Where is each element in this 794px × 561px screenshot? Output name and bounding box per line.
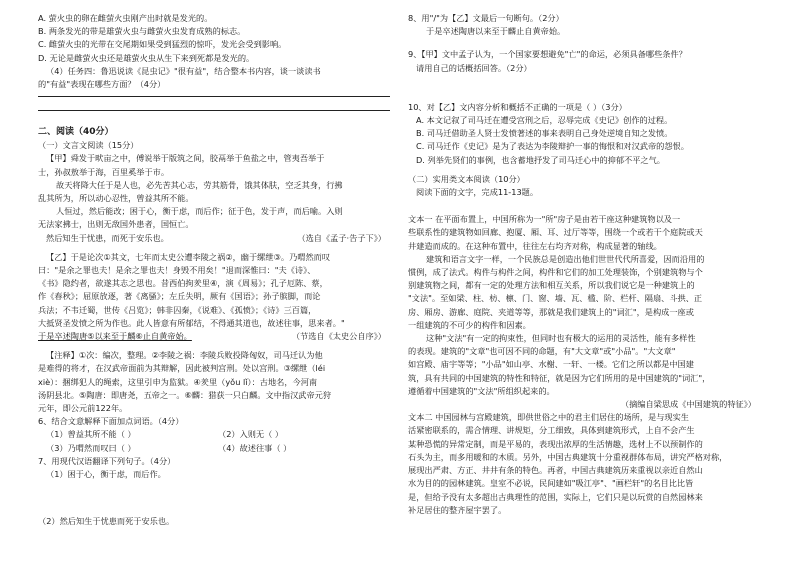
- text1-line: 如宫殿、庙宇等等；"小品"如山亭、水榭、一轩、一楼。它们之所以都是中国建: [408, 359, 694, 370]
- question-9: 9、【甲】文中孟子认为，一个国家要想避免"亡"的命运，必须具备哪些条件？: [408, 49, 687, 60]
- yi-line: 兵法；不韦迁蜀，世传《吕览》；韩非囚秦，《说难》、《孤愤》；《诗》三百篇，: [38, 304, 317, 315]
- q6-item: （4）故述往事（ ）: [218, 442, 292, 453]
- yi-line: [38, 330, 252, 343]
- text2-line: 补足居住的整齐屋宇罢了。: [408, 504, 507, 515]
- question-8: 8、用"/"为【乙】文最后一句断句。（2分）: [408, 13, 564, 23]
- text1-source: （摘编自梁思成《中国建筑的特征》）: [620, 399, 756, 410]
- q7-item-2: （2）然后知生于忧患而死于安乐也。: [38, 516, 175, 527]
- text1-line: 房、厢房、游廊、庭院、夹道等等，那就是我们建筑上的"词汇"，是构成一座或: [408, 306, 694, 317]
- text2-line: 某种恐慌的异常定制，而是平易的，表现出浓厚的生活情趣，选材上不以预制作的: [408, 438, 703, 449]
- subsection-classical: （一）文言文阅读（15分）: [38, 140, 139, 151]
- question-9-cont: 请用自己的话概括回答。（2分）: [416, 62, 532, 73]
- yi-underlined-sentence: 于是卒述陶唐⑤以来至于麟⑥止自黄帝始。: [38, 331, 192, 342]
- text2-line: 文本二 中国园林与宫殿建筑，即供世俗之中的君主们居住的场所，是与现实生: [408, 412, 689, 423]
- q6-item: （3）乃喟然而叹曰（ ）: [46, 442, 136, 453]
- notes-line: 元年，即公元前122年。: [38, 403, 128, 414]
- text1-line: "文法"。至如梁、柱、枋、檩、门、窗、墙、瓦、槛、阶、栏杆、隔扇、斗拱、正: [408, 293, 703, 304]
- reading-instruction: 阅读下面的文字，完成11-13题。: [416, 187, 539, 198]
- option-d: D. 无论是雌萤火虫还是雄萤火虫从生下来到死都是发光的。: [38, 52, 255, 63]
- task-four-question: （4）任务四：鲁迅说读《昆虫记》"很有益"，结合整本书内容，谈一谈读书: [46, 65, 321, 76]
- q10-option: A. 本文记叙了司马迁在遭受宫刑之后，忍辱完成《史记》创作的过程。: [416, 115, 673, 126]
- text2-line: 活紧密联系的，需合情理、讲规矩，分工细致，具体到建筑形式，上自不会产生: [408, 425, 695, 436]
- text1-line: 别建筑物之间，都有一定的处理方法和相互关系，所以我们说它是一种建筑上的: [408, 280, 695, 291]
- notes-line: xiè）：捆绑犯人的绳索，这里引申为监狱。④羑里（yǒu lǐ）：古地名，今河南: [38, 376, 318, 387]
- q10-option: B. 司马迁借助圣人贤士发愤著述的事来表明自己身处逆境自知之发愤。: [416, 128, 673, 139]
- subsection-practical: （二）实用类文本阅读（10分）: [408, 173, 525, 184]
- yi-line: 作《春秋》；屈原放逐，著《离骚》；左丘失明，厥有《国语》；孙子膑脚，而论: [38, 291, 321, 302]
- jia-line: 故天将降大任于是人也，必先苦其心志，劳其筋骨，饿其体肤，空乏其身，行拂: [56, 179, 343, 190]
- q8-sentence: 于是卒述陶唐以来至于麟止自黄帝始。: [426, 26, 566, 37]
- text2-line: 水为目的的园林建筑。皇室不必说，民间建如"吸江亭"、"画栏轩"的名目比比皆: [408, 478, 694, 489]
- yi-line: 【乙】于是论次①其文，七年而太史公遭李陵之祸②，幽于缧绁③。乃喟然而叹: [46, 251, 331, 262]
- jia-line: 然后知生于忧患，而死于安乐也。: [46, 232, 169, 243]
- text2-line: 展现出严肃、方正、井井有条的特色。再者，中国古典建筑历来重视以亲近自然山: [408, 465, 703, 476]
- q6-item: （2）入则无（ ）: [218, 429, 284, 440]
- text1-line: 文本一 在平面布置上，中国所称为一"所"房子是由若干座这种建筑物以及一: [408, 214, 681, 225]
- jia-source: （选自《孟子·告子下》）: [297, 232, 386, 243]
- section-title-reading: 二、阅读（40分）: [38, 127, 114, 138]
- left-column: [38, 12, 390, 529]
- q6-row-1: [38, 428, 390, 441]
- jia-last-line: [38, 232, 390, 245]
- q6-row-2: [38, 442, 390, 455]
- jia-line: 士，孙叔敖举于海，百里奚举于市。: [38, 166, 170, 177]
- text1-line: 惯例，成了法式。构件与构件之间，构件和它们的加工处理装饰，个别建筑物与个: [408, 267, 703, 278]
- q6-item: （1）曾益其所不能（ ）: [46, 429, 136, 440]
- yi-source: （节选自《太史公自序》）: [291, 331, 386, 342]
- q10-option: D. 列举先贤们的事例，也含蓄地抒发了司马迁心中的抑郁不平之气。: [416, 154, 665, 165]
- notes-line: 汤阴县北。⑤陶唐：即唐尧，五帝之一。⑥麟：猎获一只白麟。文中指汉武帝元狩: [38, 389, 332, 400]
- notes-line: 是难得的将才，在汉武帝面前为其辩解，因此被判宫刑。处以宫刑。③缧绁（léi: [38, 363, 326, 374]
- yi-last-line: [38, 330, 390, 343]
- right-column: [408, 12, 760, 517]
- text2-line: 是，但给予没有太多超出古典理性的范围，实际上，它们只是以玩赏的自然园林来: [408, 491, 703, 502]
- jia-line: 无法家拂士，出则无敌国外患者，国恒亡。: [38, 219, 194, 230]
- notes-line: 【注释】①次：编次，整理。②李陵之祸：李陵兵败投降匈奴，司马迁认为他: [46, 350, 323, 361]
- question-10: 10、对【乙】文内容分析和概括不正确的一项是（ ）（3分）: [408, 101, 627, 112]
- text1-line: 建筑和语言文字一样，一个民族总是创造出他们世世代代所喜爱，因而沿用的: [426, 253, 705, 264]
- option-c: C. 雌萤火虫的光带在交尾期如果受到猛烈的惊吓，发光会受到影响。: [38, 39, 287, 50]
- jia-line: 【甲】舜发于畎亩之中，傅说举于版筑之间，胶鬲举于鱼盐之中，管夷吾举于: [46, 153, 325, 164]
- q7-item-1: （1）困于心，衡于虑，而后作。: [46, 469, 166, 480]
- text1-line: 遵循着中国建筑的"文法"所组织起来的。: [408, 385, 555, 396]
- question-6: 6、结合文意解释下面加点词语。（4分）: [38, 416, 184, 427]
- text2-line: 石头为主，而多用暖和的木质。另外，中国古典建筑十分重视群体布局，讲究严格对称，: [408, 451, 728, 462]
- text1-line: 一组建筑的不可少的构件和因素。: [408, 319, 531, 330]
- text1-line: 些联系性的建筑物如回廊、抱厦、厢、耳、过厅等等，围绕一个或若干个庭院或天: [408, 227, 703, 238]
- question-7: 7、用现代汉语翻译下列句子。（4分）: [38, 455, 176, 466]
- jia-line: 乱其所为，所以动心忍性，曾益其所不能。: [38, 193, 194, 204]
- text1-line: 的表现。建筑的"文章"也可因不同的命题，有"大文章"或"小品"。"大文章": [408, 346, 676, 357]
- option-b: B. 两条发光的带是雄萤火虫与雌萤火虫发育成熟的标志。: [38, 26, 246, 37]
- yi-line: 大抵贤圣发愤之所为作也。此人皆意有所郁结，不得通其道也，故述往事，思来者。": [38, 317, 345, 328]
- jia-line: 人恒过，然后能改；困于心，衡于虑，而后作；征于色，发于声，而后喻。入则: [56, 206, 343, 217]
- text1-line: 这种"文法"有一定的拘束性，但同时也有极大的运用的灵活性，能有多样性: [426, 333, 696, 344]
- text1-line: 筑，具有共同的中国建筑的特性和特征，就是因为它们所用的是中国建筑的"词汇"，: [408, 372, 711, 383]
- yi-line: 曰："是余之罪也夫！是余之罪也夫！身毁不用矣！"退而深惟曰："夫《诗》、: [38, 265, 316, 276]
- task-four-question-cont: 的"有益"表现在哪些方面？（4分）: [38, 79, 166, 90]
- q10-option: C. 司马迁作《史记》是为了表达为李陵辩护一事的悔恨和对汉武帝的怨恨。: [416, 141, 689, 152]
- text1-line: 井建造而成的。在这种布置中，往往左右均齐对称，构成显著的轴线。: [408, 240, 662, 251]
- yi-line: 《书》隐约者，欲遂其志之思也。昔西伯拘羑里④，演《周易》；孔子厄陈、蔡，: [38, 278, 328, 289]
- option-a: A. 萤火虫的卵在雌萤火虫刚产出时就是发光的。: [38, 13, 213, 23]
